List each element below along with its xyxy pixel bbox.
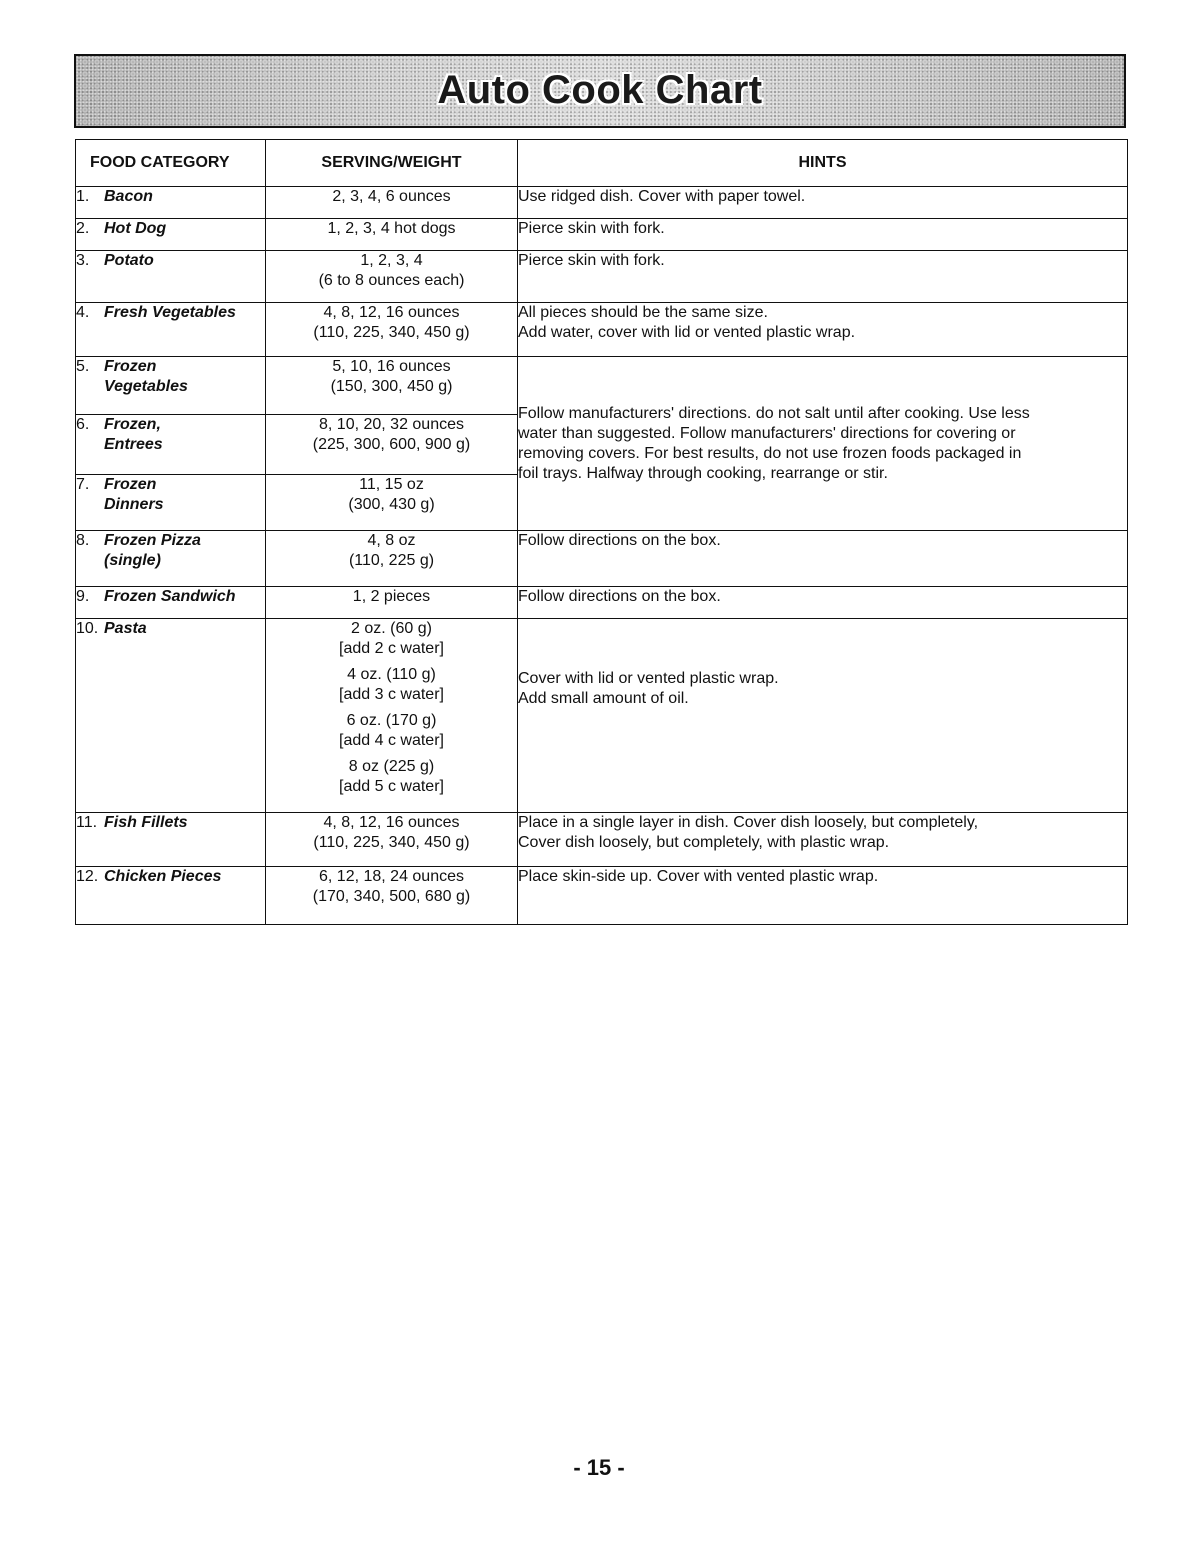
hint-cell: Use ridged dish. Cover with paper towel. — [518, 187, 1128, 219]
table-row — [76, 357, 1128, 415]
table-row — [76, 813, 1128, 867]
food-category-cell: 4. Fresh Vegetables — [76, 303, 266, 357]
serving-cell: 5, 10, 16 ounces (150, 300, 450 g) — [266, 357, 518, 415]
table-row — [76, 303, 1128, 357]
hint-cell: Place skin-side up. Cover with vented plastic wrap. — [518, 867, 1128, 925]
food-category-cell: 5. Frozen Vegetables — [76, 357, 266, 415]
serving-cell: 4, 8, 12, 16 ounces (110, 225, 340, 450 g) — [266, 813, 518, 867]
table-row — [76, 867, 1128, 925]
food-category-cell: 8. Frozen Pizza (single) — [76, 531, 266, 587]
serving-cell: 4, 8 oz (110, 225 g) — [266, 531, 518, 587]
page-title: Auto Cook Chart — [437, 68, 763, 112]
header-food-category: FOOD CATEGORY — [76, 140, 266, 187]
serving-cell: 11, 15 oz (300, 430 g) — [266, 475, 518, 531]
food-category-cell: 1. Bacon — [76, 187, 266, 219]
food-category-cell: 6. Frozen, Entrees — [76, 415, 266, 475]
table-row — [76, 251, 1128, 303]
table-header-row — [76, 140, 1128, 187]
hint-cell: Pierce skin with fork. — [518, 219, 1128, 251]
hint-cell: Follow directions on the box. — [518, 587, 1128, 619]
food-category-cell: 12. Chicken Pieces — [76, 867, 266, 925]
auto-cook-table — [75, 139, 1128, 925]
hint-cell: Pierce skin with fork. — [518, 251, 1128, 303]
table-row — [76, 619, 1128, 813]
serving-cell: 4, 8, 12, 16 ounces (110, 225, 340, 450 g) — [266, 303, 518, 357]
table-row — [76, 187, 1128, 219]
title-banner — [74, 54, 1126, 128]
food-category-cell: 11. Fish Fillets — [76, 813, 266, 867]
food-category-cell: 3. Potato — [76, 251, 266, 303]
hint-cell: Follow directions on the box. — [518, 531, 1128, 587]
serving-cell: 2, 3, 4, 6 ounces — [266, 187, 518, 219]
serving-cell: 6, 12, 18, 24 ounces (170, 340, 500, 680 g) — [266, 867, 518, 925]
hint-cell: Place in a single layer in dish. Cover dish loosely, but completely, Cover dish loosely, but completely, with plastic wrap. — [518, 813, 1128, 867]
food-category-cell: 9. Frozen Sandwich — [76, 587, 266, 619]
page-number: - 15 - — [573, 1455, 625, 1480]
food-category-cell: 10. Pasta — [76, 619, 266, 813]
serving-cell: 1, 2, 3, 4 hot dogs — [266, 219, 518, 251]
food-category-cell: 2. Hot Dog — [76, 219, 266, 251]
serving-cell: 1, 2 pieces — [266, 587, 518, 619]
hint-cell: Cover with lid or vented plastic wrap. Add small amount of oil. — [518, 619, 1128, 813]
table-row — [76, 219, 1128, 251]
frozen-foods-hint-cell: Follow manufacturers' directions. do not salt until after cooking. Use less water than suggested. Follow manufacturers' directions for covering or removing covers. For best results, do not use frozen foods packaged in foil trays. Halfway through cooking, rearrange or stir. — [518, 357, 1128, 531]
table-row — [76, 587, 1128, 619]
serving-cell: 2 oz. (60 g) [add 2 c water] 4 oz. (110 g) [add 3 c water] 6 oz. (170 g) [add 4 c water] 8 oz (225 g) [add 5 c water] — [266, 619, 518, 813]
serving-cell: 8, 10, 20, 32 ounces (225, 300, 600, 900 g) — [266, 415, 518, 475]
header-hints: HINTS — [518, 140, 1128, 187]
serving-cell: 1, 2, 3, 4 (6 to 8 ounces each) — [266, 251, 518, 303]
hint-cell: All pieces should be the same size. Add water, cover with lid or vented plastic wrap. — [518, 303, 1128, 357]
food-category-cell: 7. Frozen Dinners — [76, 475, 266, 531]
table-row — [76, 531, 1128, 587]
header-serving-weight: SERVING/WEIGHT — [266, 140, 518, 187]
